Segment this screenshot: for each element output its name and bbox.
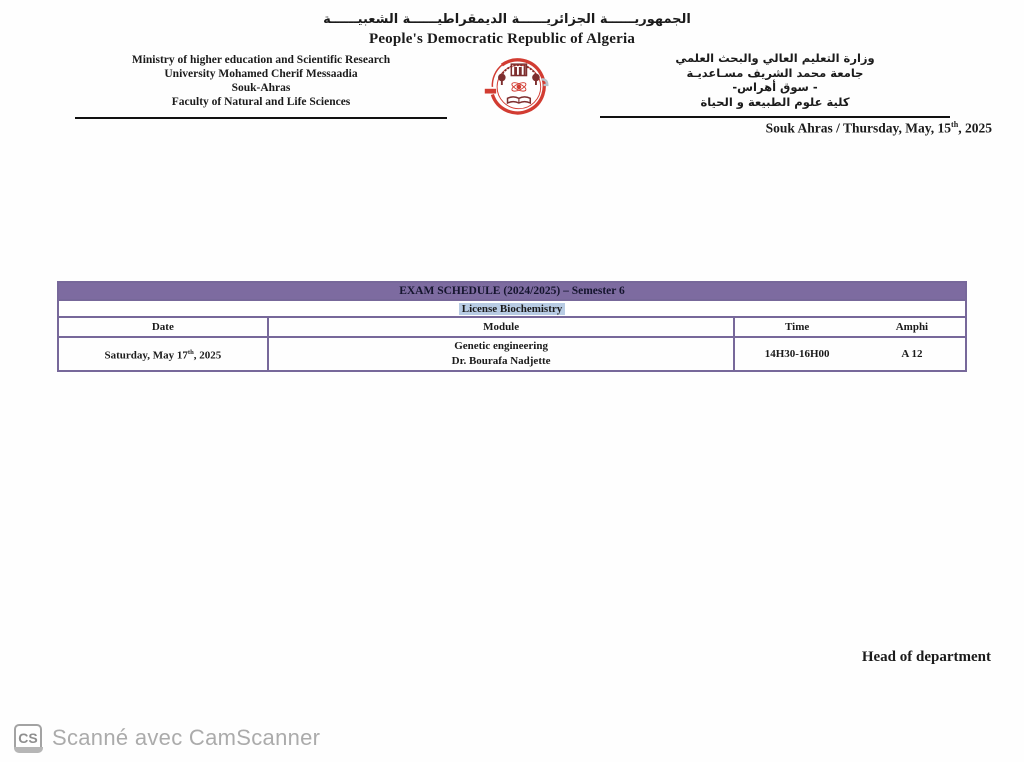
- camscanner-watermark: [14, 724, 320, 752]
- date-ordinal: th: [951, 120, 959, 129]
- module-teacher: Dr. Bourafa Nadjette: [451, 355, 551, 367]
- column-header-module: Module: [268, 317, 735, 337]
- exam-time-cell: 14H30-16H00: [734, 337, 858, 371]
- header-rule-left: [75, 117, 447, 119]
- column-header-time: Time: [734, 317, 858, 337]
- exam-date-cell: Saturday, May 17th, 2025: [58, 337, 268, 371]
- country-title-english: People's Democratic Republic of Algeria: [368, 31, 636, 47]
- camscanner-icon: CS: [14, 724, 42, 752]
- faculty-line-ar: كلية علوم الطبيعة و الحياة: [700, 94, 850, 109]
- exam-schedule-table: [57, 281, 967, 372]
- table-row: [58, 337, 966, 371]
- table-subtitle-cell: [58, 300, 966, 317]
- country-title-arabic: الجمهوريــــــة الجزائريــــــة الديمقراطيــــــة الشعبيــــــة: [323, 12, 691, 27]
- city-line-ar: - سوق أهراس-: [732, 80, 818, 94]
- institution-block-english: [75, 53, 447, 109]
- camscanner-text: Scanné avec CamScanner: [52, 725, 321, 750]
- header-rule-right: [600, 116, 950, 118]
- city-line: Souk-Ahras: [231, 82, 291, 94]
- exam-module-cell: [268, 337, 735, 371]
- date-text: Souk Ahras / Thursday, May, 15: [765, 120, 952, 136]
- institution-block-arabic: [600, 51, 950, 109]
- ministry-line-ar: وزارة التعليم العالي والبحث العلمي: [675, 51, 875, 65]
- program-name: License Biochemistry: [459, 303, 566, 315]
- module-course: Genetic engineering: [454, 340, 548, 352]
- university-seal-logo: [479, 49, 555, 121]
- university-line: University Mohamed Cherif Messaadia: [164, 68, 358, 80]
- signature-title: Head of department: [861, 649, 991, 665]
- exam-amphi-cell: A 12: [859, 337, 966, 371]
- ministry-line: Ministry of higher education and Scientific Research: [131, 54, 391, 66]
- date-rest: , 2025: [958, 120, 992, 136]
- faculty-line: Faculty of Natural and Life Sciences: [171, 96, 351, 108]
- column-header-amphi: Amphi: [859, 317, 966, 337]
- university-line-ar: جامعة محمد الشريف مسـاعديـة: [686, 65, 864, 80]
- table-title: EXAM SCHEDULE (2024/2025) – Semester 6: [58, 282, 966, 300]
- column-header-date: Date: [58, 317, 268, 337]
- place-date-line: [766, 120, 992, 137]
